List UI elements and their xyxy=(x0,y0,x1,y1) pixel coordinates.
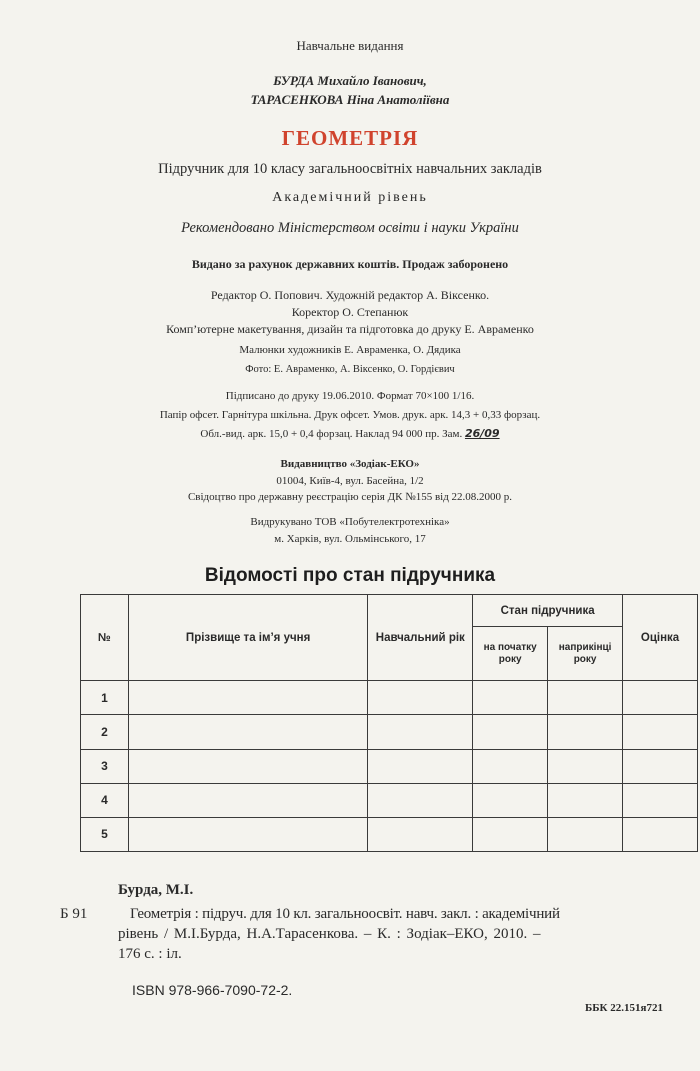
author-2: ТАРАСЕНКОВА Ніна Анатоліївна xyxy=(250,92,450,107)
book-title: ГЕОМЕТРІЯ xyxy=(281,126,419,150)
end-cell[interactable] xyxy=(548,749,623,783)
year-cell[interactable] xyxy=(368,817,473,851)
end-cell[interactable] xyxy=(548,681,623,715)
recommendation: Рекомендовано Міністерством освіти і науки України xyxy=(181,220,519,236)
end-cell[interactable] xyxy=(548,783,623,817)
bib-line-1: Геометрія : підруч. для 10 кл. загальноосвіт. навч. закл. : академічний xyxy=(130,906,560,922)
condition-table xyxy=(80,594,698,852)
editor-line: Редактор О. Попович. Художній редактор А. Віксенко. xyxy=(210,288,490,302)
photo-line: Фото: Е. Авраменко, А. Віксенко, О. Гордієвич xyxy=(245,364,455,375)
record-title: Відомості про стан підручника xyxy=(204,565,496,586)
table-row xyxy=(81,817,698,851)
academic-level: Академічний рівень xyxy=(272,190,428,205)
grade-cell[interactable] xyxy=(623,817,698,851)
start-cell[interactable] xyxy=(473,749,548,783)
order-number: 26/09 xyxy=(464,427,500,440)
header-condition: Стан підручника xyxy=(473,595,623,627)
table-row xyxy=(81,749,698,783)
printer-address: м. Харків, вул. Ольмінського, 17 xyxy=(274,533,426,545)
grade-cell[interactable] xyxy=(623,681,698,715)
year-cell[interactable] xyxy=(368,715,473,749)
book-subtitle: Підручник для 10 класу загальноосвітніх навчальних закладів xyxy=(158,161,542,177)
header-start: на початку року xyxy=(473,627,548,681)
start-cell[interactable] xyxy=(473,715,548,749)
row-number: 3 xyxy=(81,749,129,783)
copies-line xyxy=(0,427,700,440)
isbn: ISBN 978-966-7090-72-2. xyxy=(132,982,293,998)
year-cell[interactable] xyxy=(368,783,473,817)
publisher-address: 01004, Київ-4, вул. Басейна, 1/2 xyxy=(276,475,424,487)
header-end: наприкінці року xyxy=(548,627,623,681)
bib-line-2: рівень / М.І.Бурда, Н.А.Тарасенкова. – К. : Зодіак–ЕКО, 2010. – xyxy=(118,926,541,942)
copies-text: Обл.-вид. арк. 15,0 + 0,4 форзац. Наклад 94 000 пр. Зам. xyxy=(200,428,463,440)
bib-author: Бурда, М.І. xyxy=(118,882,194,898)
end-cell[interactable] xyxy=(548,715,623,749)
name-cell[interactable] xyxy=(128,817,367,851)
table-row xyxy=(81,715,698,749)
year-cell[interactable] xyxy=(368,681,473,715)
bib-code: Б 91 xyxy=(60,906,88,922)
year-cell[interactable] xyxy=(368,749,473,783)
paper-line: Папір офсет. Гарнітура шкільна. Друк офсет. Умов. друк. арк. 14,3 + 0,33 форзац. xyxy=(159,409,541,421)
row-number: 1 xyxy=(81,681,129,715)
printer-line: Видрукувано ТОВ «Побутелектротехніка» xyxy=(250,516,450,528)
table-row xyxy=(81,681,698,715)
header-year: Навчальний рік xyxy=(368,595,473,681)
name-cell[interactable] xyxy=(128,715,367,749)
funding-note: Видано за рахунок державних коштів. Продаж заборонено xyxy=(191,257,509,271)
start-cell[interactable] xyxy=(473,681,548,715)
table-row xyxy=(81,783,698,817)
name-cell[interactable] xyxy=(128,749,367,783)
bbk-code: ББК 22.151я721 xyxy=(585,1002,663,1014)
bib-line-3: 176 с. : іл. xyxy=(118,946,182,962)
header-number: № xyxy=(81,595,129,681)
start-cell[interactable] xyxy=(473,783,548,817)
header-name: Прізвище та ім’я учня xyxy=(128,595,367,681)
signed-line: Підписано до друку 19.06.2010. Формат 70×100 1/16. xyxy=(225,390,475,402)
drawings-line: Малюнки художників Е. Авраменка, О. Дядика xyxy=(239,344,461,356)
author-1: БУРДА Михайло Іванович, xyxy=(273,73,427,88)
row-number: 4 xyxy=(81,783,129,817)
corrector-line: Коректор О. Степанюк xyxy=(291,305,409,319)
start-cell[interactable] xyxy=(473,817,548,851)
certificate-line: Свідоцтво про державну реєстрацію серія ДК №155 від 22.08.2000 р. xyxy=(187,491,513,503)
edition-type: Навчальне видання xyxy=(296,38,404,53)
name-cell[interactable] xyxy=(128,783,367,817)
row-number: 2 xyxy=(81,715,129,749)
grade-cell[interactable] xyxy=(623,715,698,749)
header-grade: Оцінка xyxy=(623,595,698,681)
row-number: 5 xyxy=(81,817,129,851)
grade-cell[interactable] xyxy=(623,749,698,783)
end-cell[interactable] xyxy=(548,817,623,851)
name-cell[interactable] xyxy=(128,681,367,715)
grade-cell[interactable] xyxy=(623,783,698,817)
layout-line: Комп’ютерне макетування, дизайн та підготовка до друку Е. Авраменко xyxy=(166,322,534,336)
publisher-line: Видавництво «Зодіак-ЕКО» xyxy=(280,458,420,470)
